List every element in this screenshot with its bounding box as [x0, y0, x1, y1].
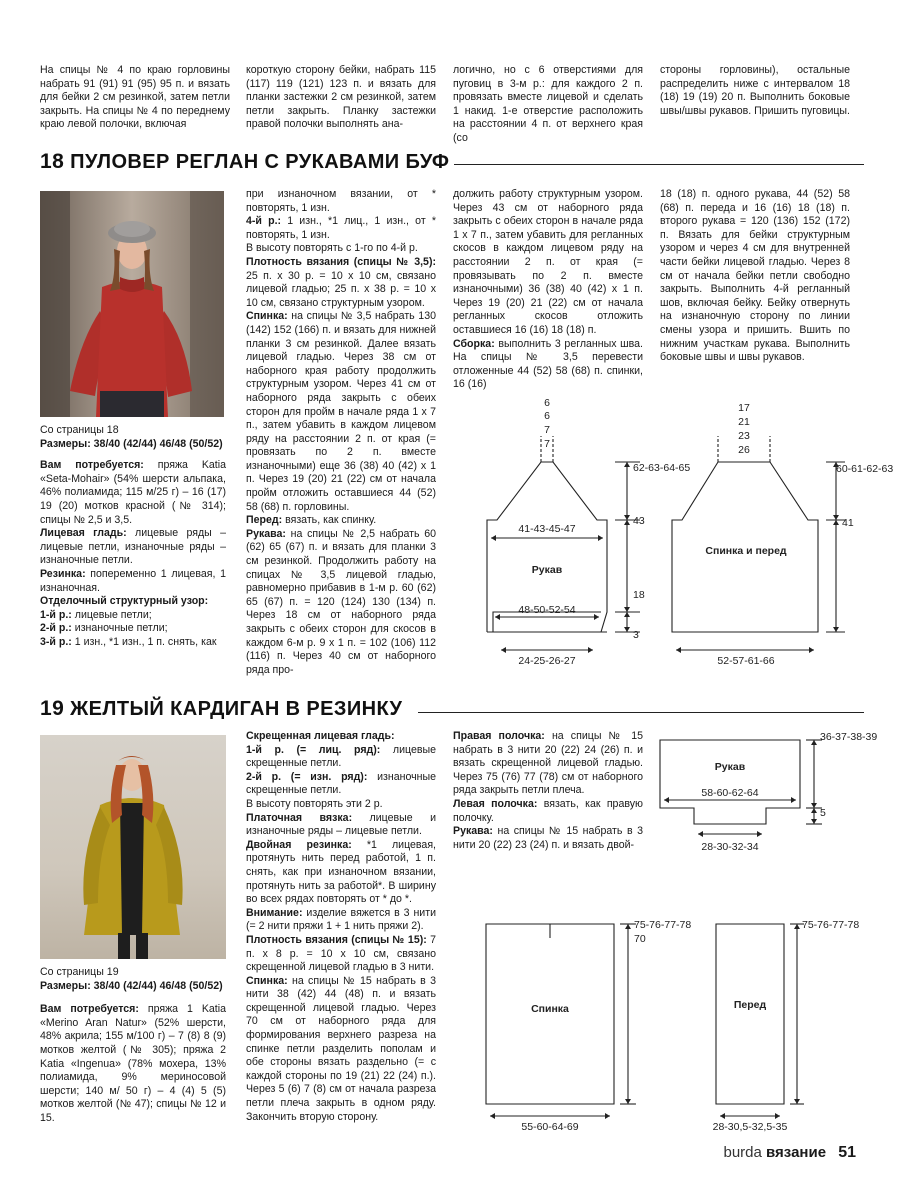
label: Плотность вязания (спицы № 3,5): — [246, 255, 436, 268]
diagram-label: 7 — [544, 424, 550, 436]
label: 3-й р.: — [40, 635, 72, 648]
materials — [40, 1003, 226, 1125]
diagram-label: 3 — [633, 629, 639, 641]
diagram-label: 62-63-64-65 — [633, 462, 691, 474]
garter — [246, 812, 436, 839]
label: Отделочный структурный узор: — [40, 595, 209, 608]
s19-sleeve-schematic — [650, 728, 900, 858]
s18-col-1 — [40, 424, 226, 650]
diagram-label: 75-76-77-78 — [634, 919, 692, 931]
text: вязать, как спинку. — [282, 514, 377, 527]
section-number: 18 — [40, 150, 65, 173]
assembly — [453, 338, 643, 392]
text: на спицы № 3,5 набрать 130 (142) 152 (166) п. и вязать для нижней планки 3 см резинкой. Далее вязать лицевой гладью. Через 38 см от наборного края работу продолжить структурным узором. Через 41 см от наборного ряда закрыть с обеих сторон для пройм в начале ряда 1 х 7 п., затем убавить в каждом лицевом ряду на расстоянии 2 п. от края (= провязать по 2 п. вместе изнаночными) еще 36 (38) 40 (42) х 1 п. Через 19 (20) 21 (22) см от начала пройм отложить оставшиеся 44 (52) 58 (68) п. горловины. — [246, 310, 436, 513]
row-3 — [40, 636, 226, 650]
gauge — [246, 256, 436, 310]
label: Вам потребуется: — [40, 459, 144, 472]
label: Рукава: — [246, 527, 286, 540]
top-text-col-4 — [660, 64, 850, 118]
diagram-label: 55-60-64-69 — [521, 1121, 579, 1133]
rib — [40, 568, 226, 595]
text: 25 п. х 30 р. = 10 х 10 см, связано лицевой гладью; 25 п. х 38 р. = 10 х 10 см, связано структурным узором. — [246, 269, 436, 309]
label: Спинка: — [246, 974, 288, 987]
label: 1-й р.: — [40, 608, 72, 621]
magazine-name: вязание — [766, 1144, 827, 1161]
s19-col-2 — [246, 730, 436, 1124]
page-footer — [723, 1144, 856, 1162]
double-rib — [246, 839, 436, 907]
text: на спицы № 15 набрать в 3 нити 38 (42) 44 (48) п. и вязать скрещенной лицевой гладью. Через 70 см от наборного ряда для формирования верхнего разреза на спинке петли разделить пополам и обе стороны вязать раздельно (= с каждой стороны по 19 (21) 22 (24) п.). Через 5 (6) 7 (8) см от начала разреза петли плеча закрыть в одном ряду. Закончить вторую сторону. — [246, 974, 436, 1123]
paragraph: логично, но с 6 отверстиями для пуговиц в 3-м р.: для каждого 2 п. провязать вместе лицевой и сделать 1 накид. 1-е отверстие расположить на расстоянии 4 п. от верхнего края (со — [453, 64, 643, 144]
photo-caption: Со страницы 19 — [40, 966, 119, 978]
label: Плотность вязания (спицы № 15): — [246, 933, 427, 946]
text: 1 изн., *1 лиц., 1 изн., от * повторять, 1 изн. — [246, 215, 436, 241]
sizes — [40, 438, 226, 452]
diagram-label: 52-57-61-66 — [717, 655, 775, 667]
s18-col-2 — [246, 188, 436, 677]
diagram-label: 75-76-77-78 — [802, 919, 860, 931]
photo-caption: Со страницы 18 — [40, 424, 119, 436]
diagram-label: 5 — [820, 807, 826, 819]
top-text-col-2 — [246, 64, 436, 132]
label: Рукава: — [453, 825, 493, 838]
label: Резинка: — [40, 567, 86, 580]
section-19-heading — [40, 697, 402, 721]
row-2 — [246, 771, 436, 798]
section-title: ЖЕЛТЫЙ КАРДИГАН В РЕЗИНКУ — [70, 698, 403, 720]
label: 1-й р. (= лиц. ряд): — [246, 743, 381, 756]
stockinette — [40, 527, 226, 568]
diagram-label: 7 — [544, 438, 550, 450]
row-4 — [246, 215, 436, 242]
diagram-title: Спинка — [531, 1003, 569, 1015]
text: лицевые и изнаночные ряды – лицевые петли. — [246, 811, 436, 838]
top-text-col-1 — [40, 64, 230, 132]
label: Левая полочка: — [453, 797, 538, 810]
label: 2-й р.: — [40, 622, 72, 635]
diagram-title: Перед — [733, 999, 767, 1011]
diagram-label: 41-43-45-47 — [518, 523, 576, 535]
label: Внимание: — [246, 906, 303, 919]
top-text-col-3 — [453, 64, 643, 146]
right-front — [453, 730, 643, 798]
text: 1 изн., *1 изн., 1 п. снять, как — [71, 635, 217, 648]
paragraph: короткую сторону бейки, набрать 115 (117) 119 (121) 123 п. и вязать для планки застежки 2 см резинкой, затем петли закрыть. Планку застежки правой полочки выполнять ана- — [246, 64, 436, 131]
section-18-heading — [40, 150, 449, 174]
heading-rule — [418, 712, 864, 713]
text: лицевые петли; — [71, 608, 152, 621]
s18-sleeve-schematic — [455, 392, 691, 678]
label: Платочная вязка: — [246, 811, 353, 824]
diagram-label: 6 — [544, 410, 550, 422]
cardigan-photo — [40, 735, 226, 959]
text: на спицы № 2,5 набрать 60 (62) 65 (67) п. и вязать для планки 3 см резинкой. Продолжить работу на спицах № 3,5 лицевой гладью, равномерно прибавив в 1-м р. 60 (62) 65 (67) п. = 120 (124) 130 (134) п. Через 18 см от наборного ряда закрыть с обеих сторон для скосов в каждом 6-м р. 9 х 1 п. = 102 (106) 112 (116) п. Через 40 см от наборного ряда про- — [246, 527, 436, 676]
label: Правая полочка: — [453, 730, 545, 742]
diagram-label: 23 — [738, 430, 750, 442]
text: 7 п. х 8 р. = 10 х 10 см, связано скрещенной лицевой гладью в 3 нити. — [246, 933, 436, 974]
section-number: 19 — [40, 697, 65, 720]
label: 4-й р.: — [246, 215, 282, 228]
diagram-label: 17 — [738, 402, 750, 414]
sleeves — [453, 825, 643, 852]
row-2 — [40, 622, 226, 636]
diagram-label: 28-30-32-34 — [701, 841, 759, 853]
diagram-label: 24-25-26-27 — [518, 655, 576, 667]
s19-front-schematic — [700, 912, 900, 1134]
page-number: 51 — [838, 1144, 856, 1161]
s18-col-3 — [453, 188, 643, 392]
sweater-illustration — [40, 191, 224, 417]
label: 2-й р. (= изн. ряд): — [246, 770, 368, 783]
row-1 — [40, 609, 226, 623]
s18-body-schematic — [660, 392, 900, 678]
front — [246, 514, 436, 528]
diagram-label: 26 — [738, 444, 750, 456]
text: лицевые ряды – лицевые петли, изнаночные ряды – изнаночные петли. — [40, 527, 226, 567]
paragraph: стороны горловины), остальные распределить ниже с интервалом 18 (18) 19 (19) 20 п. Выполнить боковые швы/швы рукавов. Пришить пуговицы. — [660, 64, 850, 117]
label: Спинка: — [246, 310, 288, 323]
label: Скрещенная лицевая гладь: — [246, 730, 395, 742]
diagram-label: 21 — [738, 416, 750, 428]
label: Лицевая гладь: — [40, 527, 127, 540]
diagram-label: 18 — [633, 589, 645, 601]
section-title: ПУЛОВЕР РЕГЛАН С РУКАВАМИ БУФ — [70, 151, 450, 173]
text: *1 лицевая, протянуть нить перед работой, 1 п. снять, как при изнаночном вязании, протянуть нить за работой*. В ширину во всех рядах повторять от * до *. — [246, 838, 436, 906]
diagram-label: 6 — [544, 397, 550, 409]
text: на спицы № 15 набрать в 3 нити 20 (22) 23 (24) п. и вязать двой- — [453, 825, 643, 851]
text: на спицы № 15 набрать в 3 нити 20 (22) 24 (26) п. и вязать скрещенной лицевой гладью. Через 75 (76) 77 (78) см от наборного ряда закрыть петли плеча. — [453, 730, 643, 797]
paragraph: должить работу структурным узором. Через 43 см от наборного ряда закрыть с обеих сторон в начале ряда 1 х 7 п., затем убавить для регланных скосов в каждом лицевом ряду на расстоянии 2 п. от края (= провязывать по 2 п. вместе изнаночными) 36 (38) 40 (42) х 1 п. Через 19 (20) 21 (22) см от начала регланных скосов отложить оставшиеся 16 (16) 18 (18) п. — [453, 188, 643, 336]
sizes-label: Размеры: 38/40 (42/44) 46/48 (50/52) — [40, 979, 223, 992]
sizes-label: Размеры: 38/40 (42/44) 46/48 (50/52) — [40, 437, 223, 450]
paragraph: На спицы № 4 по краю горловины набрать 91 (91) 91 (95) 95 п. и вязать для бейки 2 см резинкой, затем петли закрыть. На спицы № 4 по переднему краю левой полочки, включая — [40, 64, 230, 131]
diagram-title: Рукав — [714, 761, 746, 773]
text: изделие вяжется в 3 нити (= 2 нити пряжи 1 + 1 нить пряжи 2). — [246, 906, 436, 933]
diagram-label: 60-61-62-63 — [836, 463, 894, 475]
label: Сборка: — [453, 337, 495, 350]
s18-col-4 — [660, 188, 850, 365]
s19-col-3 — [453, 730, 643, 852]
text: изнаночные петли; — [71, 622, 168, 635]
text: изнаночные скрещенные петли. — [246, 770, 436, 797]
paragraph: В высоту повторять эти 2 р. — [246, 797, 383, 810]
text: вязать, как правую полочку. — [453, 797, 643, 824]
sleeves — [246, 528, 436, 678]
diagram-label: 43 — [633, 515, 645, 527]
text: попеременно 1 лицевая, 1 изнаночная. — [40, 567, 226, 594]
sweater-photo — [40, 191, 224, 417]
paragraph: 18 (18) п. одного рукава, 44 (52) 58 (68) п. переда и 16 (16) 18 (18) п. второго рукава = 120 (136) 152 (172) п. Вязать для бейки структурным узором и через 4 см для внутренней части бейки лицевой гладью. Через 8 см от начала бейки петли свободно закрыть. Выполнить 4-й регланный шов, включая бейку. Бейку отвернуть на изнаночную сторону по линии смены узора и пришить. Вшить по нижним участкам рукава. Выполнить боковые швы и швы рукавов. — [660, 188, 850, 364]
diagram-label: 41 — [842, 517, 854, 529]
attention — [246, 907, 436, 934]
text: лицевые скрещенные петли. — [246, 743, 436, 770]
magazine-brand: burda — [723, 1144, 762, 1161]
diagram-label: 70 — [634, 933, 646, 945]
s19-back-schematic — [470, 912, 692, 1134]
diagram-label: 58-60-62-64 — [701, 787, 759, 799]
cardigan-illustration — [40, 735, 226, 959]
gauge — [246, 934, 436, 975]
diagram-title: Спинка и перед — [705, 545, 787, 557]
diagram-label: 28-30,5-32,5-35 — [712, 1121, 788, 1133]
label: Вам потребуется: — [40, 1003, 139, 1016]
heading-rule — [454, 164, 864, 165]
diagram-title: Рукав — [531, 564, 563, 576]
text: выполнить 3 регланных шва. На спицы № 3,5 перевести отложенные 44 (52) 58 (68) п. спинки, 16 (16) — [453, 337, 643, 391]
back — [246, 975, 436, 1125]
s19-col-1 — [40, 966, 226, 1126]
left-front — [453, 798, 643, 825]
text: пряжа 1 Katia «Merino Aran Natur» (52% шерсти, 48% акрила; 155 м/100 г) – 7 (8) 8 (9) мотков желтой (№ 305); пряжа 2 Katia «Ingenua» (78% мохера, 13% полиамида, 9% мериносовой шерсти; 140 м/ 50 г) – 4 (4) 5 (5) мотков желтой (№ 47); спицы № 12 и 15. — [40, 1003, 226, 1124]
texture-pattern — [40, 595, 226, 609]
text: пряжа Katia «Seta-Mohair» (54% шерсти альпака, 46% полиамида; 115 м/25 г) – 16 (17) 19 (20) мотков красной (№ 314); спицы № 2,5 и 3,5. — [40, 459, 226, 526]
twisted-stockinette — [246, 730, 436, 744]
diagram-label: 48-50-52-54 — [518, 604, 576, 616]
label: Перед: — [246, 514, 283, 527]
paragraph: при изнаночном вязании, от * повторять, 1 изн. — [246, 188, 436, 214]
sizes — [40, 980, 226, 994]
back — [246, 310, 436, 514]
diagram-label: 36-37-38-39 — [820, 731, 878, 743]
row-1 — [246, 744, 436, 771]
paragraph: В высоту повторять с 1-го по 4-й р. — [246, 242, 418, 255]
label: Двойная резинка: — [246, 838, 352, 851]
materials — [40, 459, 226, 527]
